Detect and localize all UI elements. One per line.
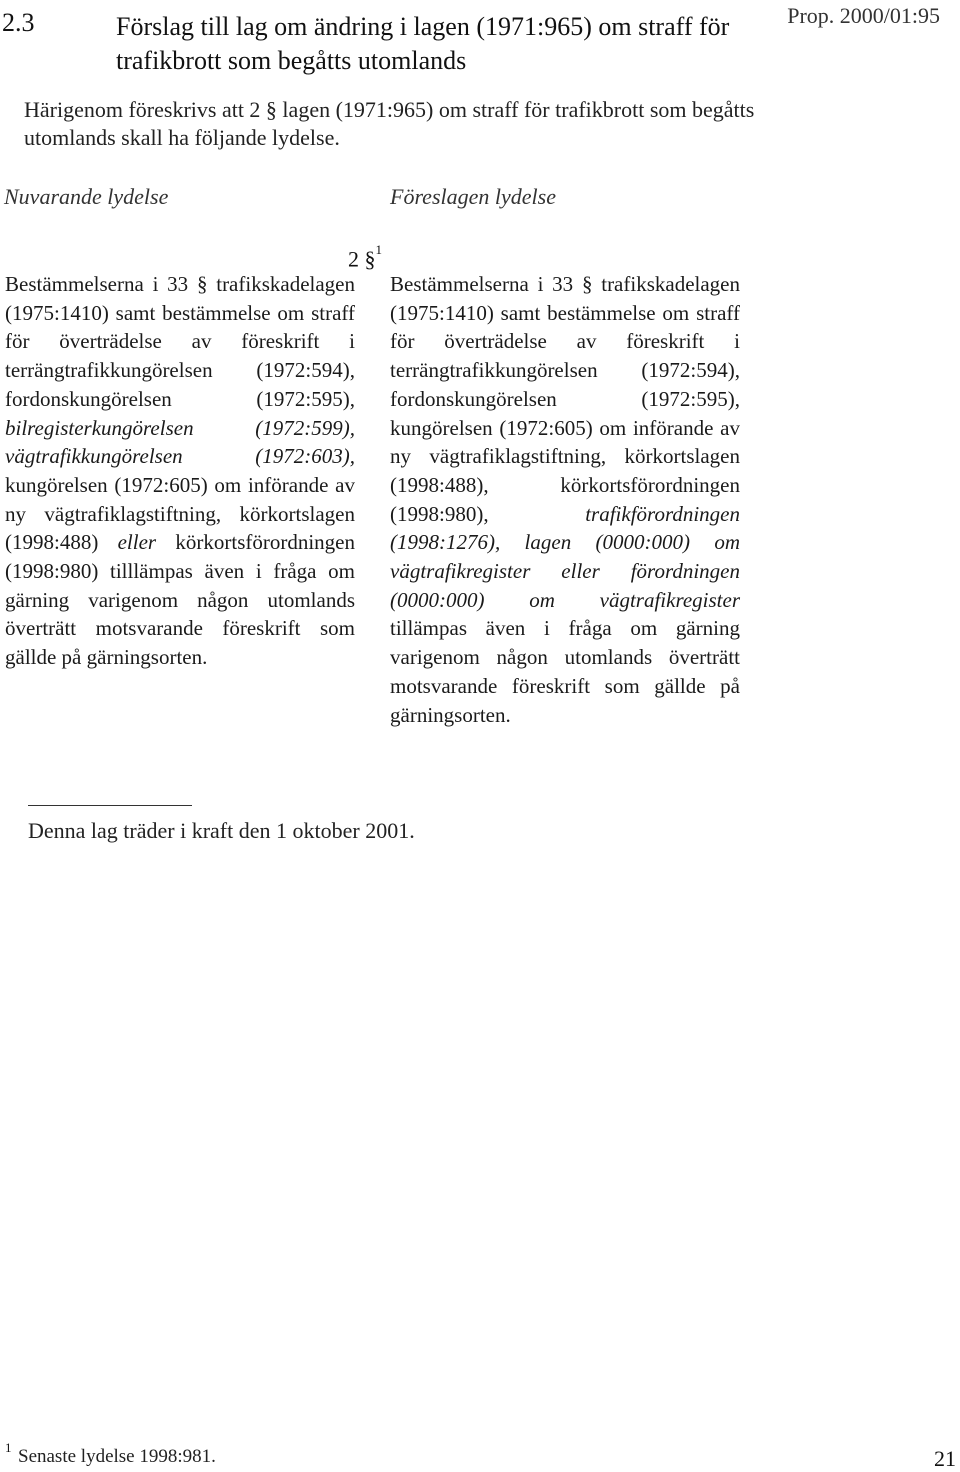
proposed-wording-heading: Föreslagen lydelse xyxy=(390,184,556,209)
proposed-text-italic: trafikförordningen (1998:1276), lagen (0000:000) om vägtrafikregister eller förordningen (0000:000) om vägtrafikregister xyxy=(390,501,740,612)
current-text-part: körkortsförordningen (1998:980) tilllämpas även i fråga om gärning varigenom någon utomlands överträtt motsvarande föreskrift som gällde på gärningsorten. xyxy=(5,530,355,670)
proposed-wording-text xyxy=(390,270,740,729)
paragraph-mark xyxy=(348,242,382,272)
proposed-text-part: Bestämmelserna i 33 § trafikskadelagen (1975:1410) samt bestämmelse om straff för överträdelse av föreskrift i terrängtrafikkungörelsen (1972:594), fordonskungörelsen (1972:595), kungörelsen (1972:605) om införande av ny vägtrafiklagstiftning, körkortslagen (1998:488), körkortsförordningen (1998:980), xyxy=(390,272,740,526)
footnote-marker: 1 xyxy=(5,1440,12,1455)
proposition-reference: Prop. 2000/01:95 xyxy=(787,3,940,28)
footnote-reference: 1 xyxy=(375,242,382,257)
intro-paragraph: Härigenom föreskrivs att 2 § lagen (1971:965) om straff för trafikbrott som begåtts utomlands skall ha följande lydelse. xyxy=(24,97,755,150)
proposed-text-part: tillämpas även i fråga om gärning varigenom någon utomlands överträtt motsvarande föreskrift som gällde på gärningsorten. xyxy=(390,616,740,727)
section-number: 2.3 xyxy=(2,8,35,37)
current-text-italic: eller xyxy=(117,530,157,555)
footnote-text: Senaste lydelse 1998:981. xyxy=(18,1446,216,1467)
entry-into-force: Denna lag träder i kraft den 1 oktober 2001. xyxy=(28,818,415,843)
current-text-italic: bilregisterkungörelsen (1972:599), vägtrafikkungörelsen (1972:603), xyxy=(5,415,355,469)
paragraph-label: 2 § xyxy=(348,246,376,272)
current-text-part: Bestämmelserna i 33 § trafikskadelagen (1975:1410) samt bestämmelse om straff för överträdelse av föreskrift i terrängtrafikkungörelsen (1972:594), fordonskungörelsen (1972:595), xyxy=(5,272,355,411)
separator-rule xyxy=(28,805,192,806)
current-text-part: kungörelsen (1972:605) om införande av ny vägtrafiklagstiftning, körkortslagen (1998:488) xyxy=(5,472,355,555)
page-number: 21 xyxy=(934,1446,956,1471)
current-wording-heading: Nuvarande lydelse xyxy=(4,184,169,209)
section-title: Förslag till lag om ändring i lagen (1971:965) om straff för trafikbrott som begåtts utomlands xyxy=(116,12,730,75)
current-wording-text xyxy=(5,270,355,672)
